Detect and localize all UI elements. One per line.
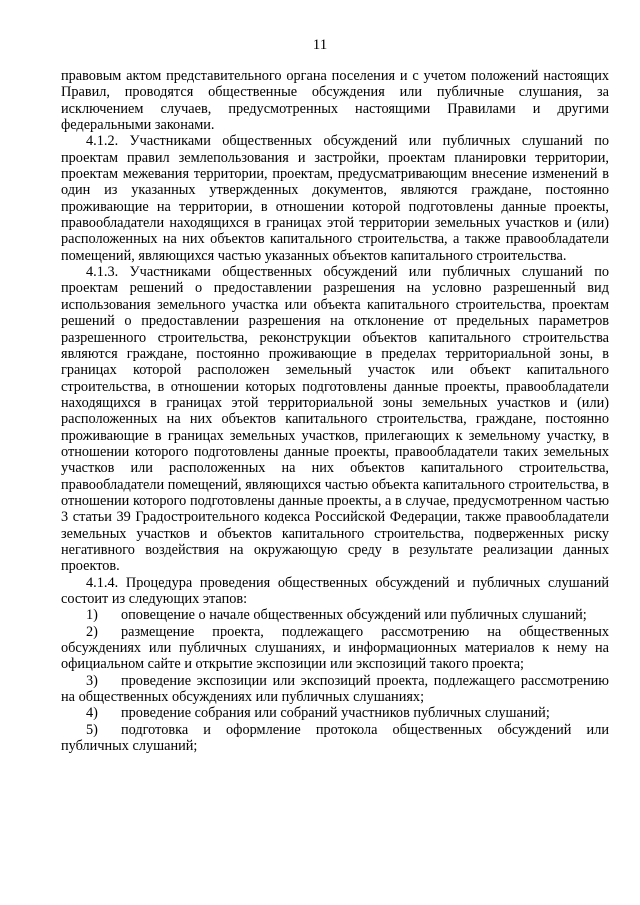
list-item-text: проведение собрания или собраний участников публичных слушаний;	[121, 705, 550, 722]
list-item	[61, 722, 609, 755]
list-item-number: 2)	[86, 623, 98, 640]
list-item-text: проведение экспозиции или экспозиций проекта, подлежащего рассмотрению на общественных обсуждениях или публичных слушаниях;	[61, 672, 609, 706]
paragraph-4-1-2: 4.1.2. Участниками общественных обсуждений или публичных слушаний по проектам правил землепользования и застройки, проектам планировки территории, проектам межевания территории, проектам, предусматривающим внесение изменений в один из указанных утвержденных документов, являются граждане, постоянно проживающие на территории, в отношении которой подготовлены данные проекты, правообладатели находящихся в границах этой территории земельных участков и (или) расположенных на них объектов капитального строительства, а также правообладатели помещений, являющихся частью указанных объектов капитального строительства.	[61, 133, 609, 264]
list-item	[61, 624, 609, 673]
list-item-number: 3)	[86, 672, 98, 689]
paragraph-continuation: правовым актом представительного органа поселения и с учетом положений настоящих Правил, проводятся общественные обсуждения или публичные слушания, за исключением случаев, предусмотренных настоящими Правилами и другими федеральными законами.	[61, 68, 609, 134]
list-item-number: 5)	[86, 721, 98, 738]
list-item-text: подготовка и оформление протокола общественных обсуждений или публичных слушаний;	[61, 721, 609, 755]
paragraph-4-1-3: 4.1.3. Участниками общественных обсуждений или публичных слушаний по проектам решений о предоставлении разрешения на условно разрешенный вид использования земельного участка или объекта капитального строительства, проектам решений о предоставлении разрешения на отклонение от предельных параметров разрешенного строительства, реконструкции объектов капитального строительства являются граждане, постоянно проживающие в пределах территориальной зоны, в границах которой расположен земельный участок или объект капитального строительства, в отношении которых подготовлены данные проекты, правообладатели находящихся в границах этой территориальной зоны земельных участков и (или) расположенных на них объектов капитального строительства, граждане, постоянно проживающие в границах земельных участков, прилегающих к земельному участку, в отношении которого подготовлены данные проекты, правообладатели таких земельных участков или расположенных на них объектов капитального строительства, правообладатели помещений, являющихся частью объекта капитального строительства, в отношении которого подготовлены данные проекты, а в случае, предусмотренном частью 3 статьи 39 Градостроительного кодекса Российской Федерации, также правообладатели земельных участков и объектов капитального строительства, подверженных риску негативного воздействия на окружающую среду в результате реализации данных проектов.	[61, 264, 609, 575]
list-item	[61, 607, 609, 623]
page-number: 11	[312, 37, 328, 53]
list-item-text: размещение проекта, подлежащего рассмотрению на общественных обсуждениях или публичных слушаниях, и информационных материалов к нему на официальном сайте и открытие экспозиции или экспозиций такого проекта;	[61, 623, 609, 673]
paragraph-4-1-4: 4.1.4. Процедура проведения общественных обсуждений и публичных слушаний состоит из следующих этапов:	[61, 574, 609, 607]
list-item	[61, 705, 609, 721]
list-item-number: 1)	[86, 607, 98, 624]
list-item-number: 4)	[86, 705, 98, 722]
list-item-text: оповещение о начале общественных обсуждений или публичных слушаний;	[121, 607, 587, 624]
document-body	[61, 68, 609, 754]
stages-list	[61, 607, 609, 754]
list-item	[61, 673, 609, 706]
